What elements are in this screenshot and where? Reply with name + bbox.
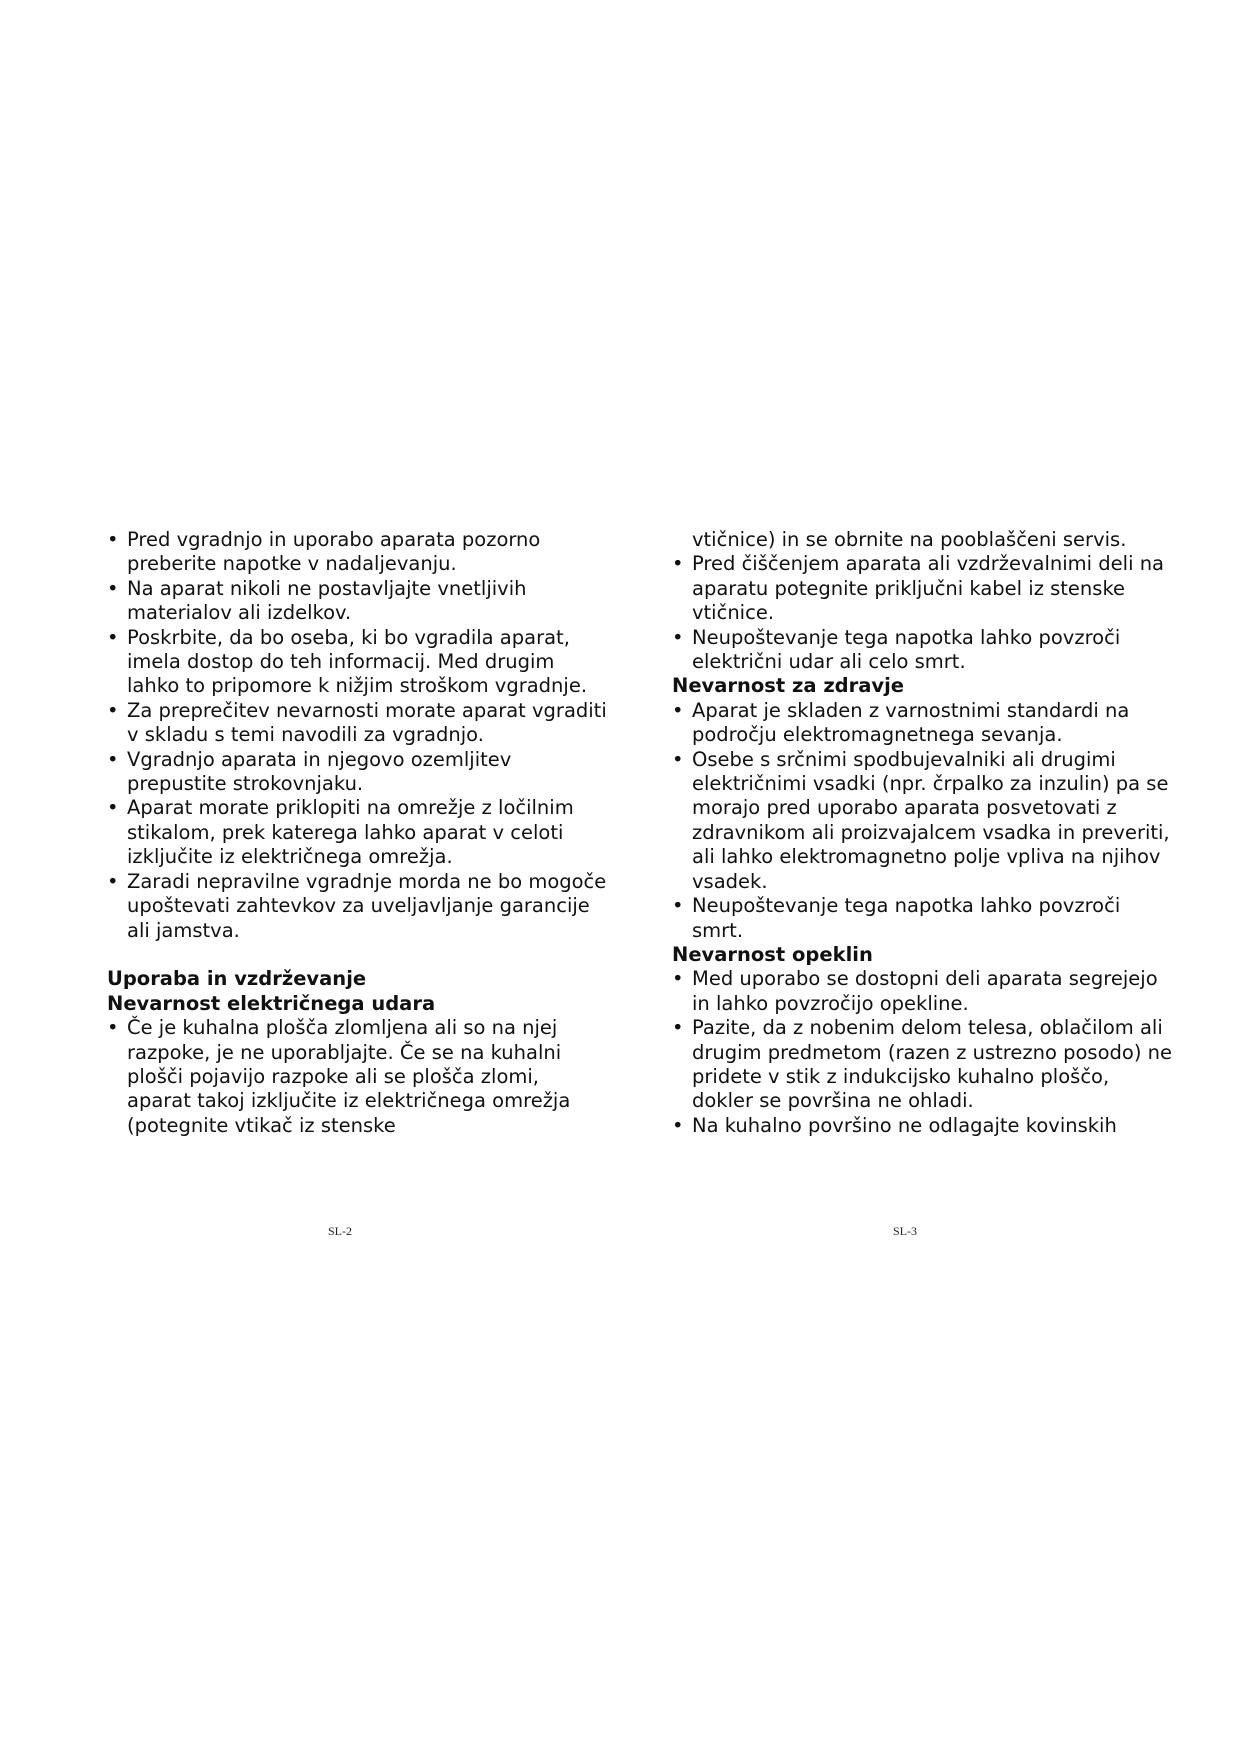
list-item: • Zaradi nepravilne vgradnje morda ne bo mogoče upoštevati zahtevkov za uveljavljanje garancije ali jamstva. bbox=[107, 870, 607, 943]
page-number-right: SL-3 bbox=[893, 1224, 917, 1238]
list-item: • Med uporabo se dostopni deli aparata segrejejo in lahko povzročijo opekline. bbox=[672, 967, 1172, 1016]
spacer bbox=[107, 943, 607, 967]
page-number-left: SL-2 bbox=[328, 1224, 352, 1238]
continued-text: vtičnice) in se obrnite na pooblaščeni servis. bbox=[692, 528, 1127, 551]
list-item: • Aparat morate priklopiti na omrežje z ločilnim stikalom, prek katerega lahko aparat v celoti izključite iz električnega omrežja. bbox=[107, 796, 607, 869]
list-item: • Aparat je skladen z varnostnimi standardi na področju elektromagnetnega sevanja. bbox=[672, 699, 1172, 748]
list-item: • Osebe s srčnimi spodbujevalniki ali drugimi električnimi vsadki (npr. črpalko za inzulin) pa se morajo pred uporabo aparata posvetovati z zdravnikom ali proizvajalcem vsadka in preveriti, ali lahko elektromagnetno polje vpliva na njihov vsadek. bbox=[672, 748, 1172, 894]
section-heading-electric-shock: Nevarnost električnega udara bbox=[107, 991, 436, 1015]
list-item: • Neupoštevanje tega napotka lahko povzroči smrt. bbox=[672, 894, 1172, 943]
list-item: • Pred vgradnjo in uporabo aparata pozorno preberite napotke v nadaljevanju. bbox=[107, 528, 607, 577]
list-item: • Na kuhalno površino ne odlagajte kovinskih bbox=[672, 1114, 1172, 1138]
list-item: • Pred čiščenjem aparata ali vzdrževalnimi deli na aparatu potegnite priključni kabel iz stenske vtičnice. bbox=[672, 552, 1172, 625]
section-heading-burns: Nevarnost opeklin bbox=[672, 942, 873, 966]
section-heading-health: Nevarnost za zdravje bbox=[672, 674, 905, 698]
list-item: • Na aparat nikoli ne postavljajte vnetljivih materialov ali izdelkov. bbox=[107, 577, 607, 626]
list-item: • Poskrbite, da bo oseba, ki bo vgradila aparat, imela dostop do teh informacij. Med drugim lahko to pripomore k nižjim stroškom vgradnje. bbox=[107, 626, 607, 699]
list-item: • Neupoštevanje tega napotka lahko povzroči električni udar ali celo smrt. bbox=[672, 626, 1172, 675]
list-item: • Vgradnjo aparata in njegovo ozemljitev prepustite strokovnjaku. bbox=[107, 748, 607, 797]
left-page-column bbox=[107, 528, 607, 1138]
right-page-column bbox=[672, 528, 1172, 1138]
list-item: • Za preprečitev nevarnosti morate aparat vgraditi v skladu s temi navodili za vgradnjo. bbox=[107, 699, 607, 748]
section-heading-usage: Uporaba in vzdrževanje bbox=[107, 967, 367, 991]
list-item: • Če je kuhalna plošča zlomljena ali so na njej razpoke, je ne uporabljajte. Če se na kuhalni plošči pojavijo razpoke ali se plošča zlomi, aparat takoj izključite iz električnega omrežja (potegnite vtikač iz stenske bbox=[107, 1016, 607, 1138]
list-item: • Pazite, da z nobenim delom telesa, oblačilom ali drugim predmetom (razen z ustrezno posodo) ne pridete v stik z indukcijsko kuhalno ploščo, dokler se površina ne ohladi. bbox=[672, 1016, 1172, 1114]
